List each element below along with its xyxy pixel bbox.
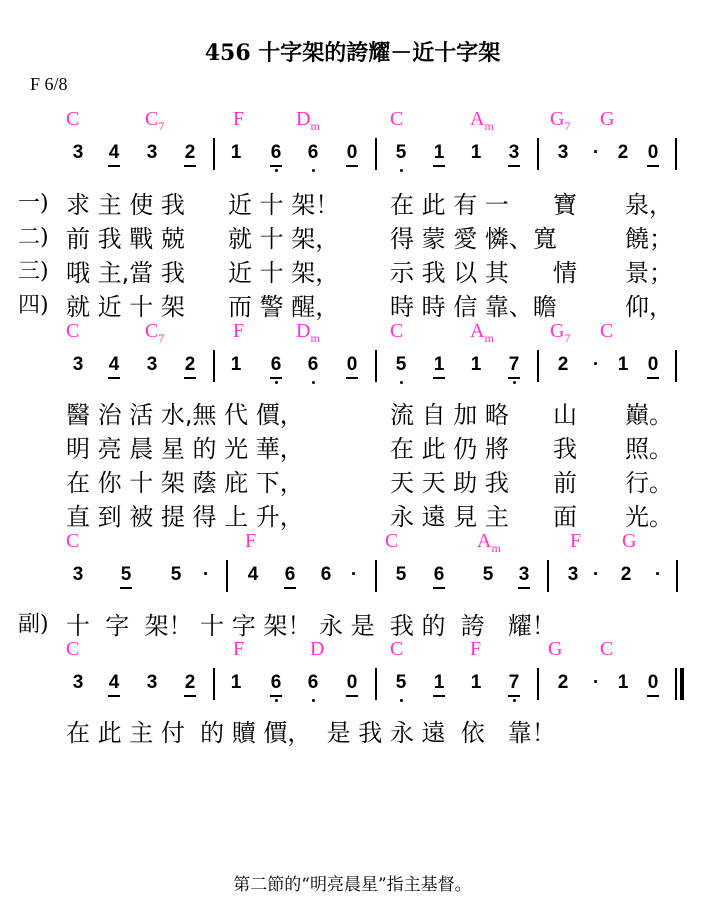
note: 1	[470, 142, 482, 163]
note: 2	[182, 672, 198, 694]
lyric-line: 近 十 架！	[228, 191, 340, 219]
chord-symbol	[390, 638, 403, 661]
note: ·	[202, 564, 210, 585]
note: 2	[617, 142, 629, 163]
note: 3	[557, 142, 569, 163]
note: ·	[592, 672, 600, 693]
barline	[675, 668, 677, 700]
note: 5	[395, 564, 407, 585]
chord-root: C	[600, 320, 614, 342]
note: 5	[393, 354, 409, 376]
chord-symbol	[385, 530, 398, 553]
lyric-line: 前	[553, 469, 577, 497]
barline	[213, 138, 215, 170]
note: 1	[230, 672, 242, 693]
chord-root: F	[233, 638, 245, 660]
note: 4	[106, 142, 122, 164]
key-signature: F 6/8	[30, 74, 68, 94]
chord-symbol	[296, 320, 320, 346]
chord-root: F	[245, 530, 257, 552]
chord-root: C	[390, 108, 404, 130]
chord-symbol	[145, 320, 164, 346]
chord-root: C	[390, 638, 404, 660]
chord-quality: m	[484, 331, 494, 345]
note: 2	[557, 354, 569, 375]
chord-symbol	[550, 108, 570, 134]
lyric-line: 前 我 戰 兢	[66, 225, 185, 253]
lyric-line: 泉，	[625, 191, 673, 219]
chord-symbol	[470, 320, 494, 346]
note: 1	[617, 354, 629, 375]
chorus-label: 副)	[18, 612, 49, 637]
lyric-line: 流 自 加 略	[390, 401, 509, 429]
barline	[213, 668, 215, 700]
lyric-line: 求 主 使 我	[66, 191, 185, 219]
chord-quality: 7	[564, 119, 571, 133]
chord-root: G	[548, 638, 563, 660]
barline	[375, 668, 377, 700]
lyric-line: 行。	[625, 469, 673, 497]
note: 4	[247, 564, 259, 585]
lyric-line: 就 十 架，	[228, 225, 340, 253]
chord-root: C	[66, 530, 80, 552]
note: 6	[268, 354, 284, 376]
chord-quality: 7	[158, 119, 165, 133]
note: 6	[305, 142, 321, 164]
chord-symbol	[477, 530, 501, 556]
final-barline	[680, 668, 684, 700]
chord-symbol	[600, 108, 614, 131]
note: 0	[344, 354, 360, 376]
chord-root: A	[477, 530, 492, 552]
chord-symbol	[310, 638, 324, 661]
chord-root: C	[390, 320, 404, 342]
lyric-line: 直 到 被 提 得 上 升，	[66, 503, 304, 531]
chord-quality: 7	[158, 331, 165, 345]
final-lyric: 在 此 主 付 的 贖 價， 是 我 永 遠 依 靠！	[66, 719, 556, 747]
lyric-line: 寶	[553, 191, 577, 219]
chord-quality: 7	[564, 331, 571, 345]
note: 1	[230, 142, 242, 163]
barline	[537, 350, 539, 382]
barline	[537, 668, 539, 700]
lyric-line: 示 我 以 其	[390, 259, 509, 287]
note: 1	[431, 142, 447, 164]
note: 0	[645, 142, 661, 164]
note: 0	[344, 672, 360, 694]
note: 7	[506, 354, 522, 376]
hymn-title: 456 十字架的誇耀－近十字架	[204, 40, 501, 66]
chord-root: C	[385, 530, 399, 552]
note: 1	[431, 354, 447, 376]
note: 6	[305, 354, 321, 376]
chord-root: C	[600, 638, 614, 660]
lyric-line: 明 亮 晨 星 的 光 華，	[66, 435, 304, 463]
lyric-line: 仰，	[625, 293, 673, 321]
chord-root: C	[66, 108, 80, 130]
lyric-line: 在 你 十 架 蔭 庇 下，	[66, 469, 304, 497]
chord-symbol	[600, 638, 613, 661]
note: 3	[146, 354, 158, 375]
note: 1	[431, 672, 447, 694]
note: 3	[506, 142, 522, 164]
barline	[537, 138, 539, 170]
chord-symbol	[233, 320, 244, 343]
note: ·	[592, 142, 600, 163]
chord-symbol	[233, 108, 244, 131]
chord-quality: m	[310, 119, 320, 133]
note: ·	[350, 564, 358, 585]
barline	[213, 350, 215, 382]
chord-quality: m	[310, 331, 320, 345]
lyric-line: 巔。	[625, 401, 673, 429]
chord-root: C	[145, 108, 159, 130]
chord-root: F	[470, 638, 482, 660]
chord-root: C	[145, 320, 159, 342]
chord-root: F	[570, 530, 582, 552]
note: 0	[645, 672, 661, 694]
chord-root: G	[550, 320, 565, 342]
footnote: 第二節的“明亮晨星”指主基督。	[233, 875, 472, 895]
chord-root: F	[233, 108, 245, 130]
note: 6	[320, 564, 332, 585]
note: 5	[393, 142, 409, 164]
lyric-line: 就 近 十 架	[66, 293, 185, 321]
chord-quality: m	[484, 119, 494, 133]
lyric-line: 時 時 信 靠、瞻	[390, 293, 557, 321]
lyric-line: 饒；	[625, 225, 673, 253]
chord-root: A	[470, 108, 485, 130]
lyric-line: 哦 主,當 我	[66, 259, 185, 287]
note: 3	[146, 142, 158, 163]
barline	[226, 560, 228, 592]
note: 3	[516, 564, 532, 586]
chord-symbol	[390, 320, 403, 343]
chord-symbol	[296, 108, 320, 134]
lyric-line: 而 警 醒，	[228, 293, 340, 321]
note: 3	[72, 672, 84, 693]
barline	[676, 560, 678, 592]
barline	[547, 560, 549, 592]
chord-root: C	[66, 320, 80, 342]
chord-root: F	[233, 320, 245, 342]
chord-root: G	[550, 108, 565, 130]
lyric-line: 永 遠 見 主	[390, 503, 509, 531]
note: 3	[72, 142, 84, 163]
note: 3	[72, 564, 84, 585]
note: 6	[282, 564, 298, 586]
note: 2	[182, 142, 198, 164]
chord-symbol	[66, 530, 79, 553]
chord-symbol	[66, 108, 79, 131]
chord-root: D	[296, 320, 311, 342]
barline	[375, 350, 377, 382]
note: 1	[230, 354, 242, 375]
note: 6	[431, 564, 447, 586]
barline	[675, 350, 677, 382]
barline	[375, 560, 377, 592]
note: 5	[393, 672, 409, 694]
lyric-line: 在 此 仍 將	[390, 435, 509, 463]
note: 3	[72, 354, 84, 375]
note: 4	[106, 672, 122, 694]
chord-symbol	[233, 638, 244, 661]
note: 5	[170, 564, 182, 585]
chord-symbol	[600, 320, 613, 343]
barline	[675, 138, 677, 170]
chord-root: G	[600, 108, 615, 130]
note: 2	[557, 672, 569, 693]
note: 2	[620, 564, 632, 585]
note: 0	[645, 354, 661, 376]
chord-symbol	[145, 108, 164, 134]
lyric-line: 照。	[625, 435, 673, 463]
chord-symbol	[470, 108, 494, 134]
chord-symbol	[550, 320, 570, 346]
note: 5	[118, 564, 134, 586]
note: 6	[268, 672, 284, 694]
note: 2	[182, 354, 198, 376]
lyric-line: 醫 治 活 水,無 代 價，	[66, 401, 304, 429]
note: 1	[470, 672, 482, 693]
chord-symbol	[66, 320, 79, 343]
chord-root: C	[66, 638, 80, 660]
chord-symbol	[622, 530, 636, 553]
note: 3	[567, 564, 579, 585]
note: ·	[654, 564, 662, 585]
note: 4	[106, 354, 122, 376]
note: 6	[268, 142, 284, 164]
barline	[375, 138, 377, 170]
chord-symbol	[548, 638, 562, 661]
lyric-line: 近 十 架，	[228, 259, 340, 287]
chord-symbol	[245, 530, 256, 553]
note: 1	[470, 354, 482, 375]
chord-symbol	[470, 638, 481, 661]
note: 7	[506, 672, 522, 694]
chord-root: D	[296, 108, 311, 130]
note: 1	[617, 672, 629, 693]
chord-root: D	[310, 638, 325, 660]
note: ·	[592, 564, 600, 585]
lyric-line: 面	[553, 503, 577, 531]
verse-number: 四)	[18, 293, 49, 318]
note: 3	[146, 672, 158, 693]
verse-number: 一)	[18, 191, 49, 216]
chord-root: A	[470, 320, 485, 342]
lyric-line: 我	[553, 435, 577, 463]
lyric-line: 景；	[625, 259, 673, 287]
note: ·	[592, 354, 600, 375]
lyric-line: 光。	[625, 503, 673, 531]
chord-quality: m	[491, 541, 501, 555]
lyric-line: 山	[553, 401, 577, 429]
note: 5	[482, 564, 494, 585]
lyric-line: 得 蒙 愛 憐、寬	[390, 225, 557, 253]
lyric-line: 在 此 有 一	[390, 191, 509, 219]
lyric-line: 天 天 助 我	[390, 469, 509, 497]
note: 0	[344, 142, 360, 164]
lyric-line: 情	[553, 259, 577, 287]
chord-symbol	[66, 638, 79, 661]
verse-number: 二)	[18, 225, 49, 250]
chord-symbol	[390, 108, 403, 131]
note: 6	[305, 672, 321, 694]
chorus-lyric: 十 字 架！ 十 字 架！ 永 是 我 的 誇 耀！	[66, 612, 556, 640]
chord-symbol	[570, 530, 581, 553]
verse-number: 三)	[18, 259, 49, 284]
chord-root: G	[622, 530, 637, 552]
